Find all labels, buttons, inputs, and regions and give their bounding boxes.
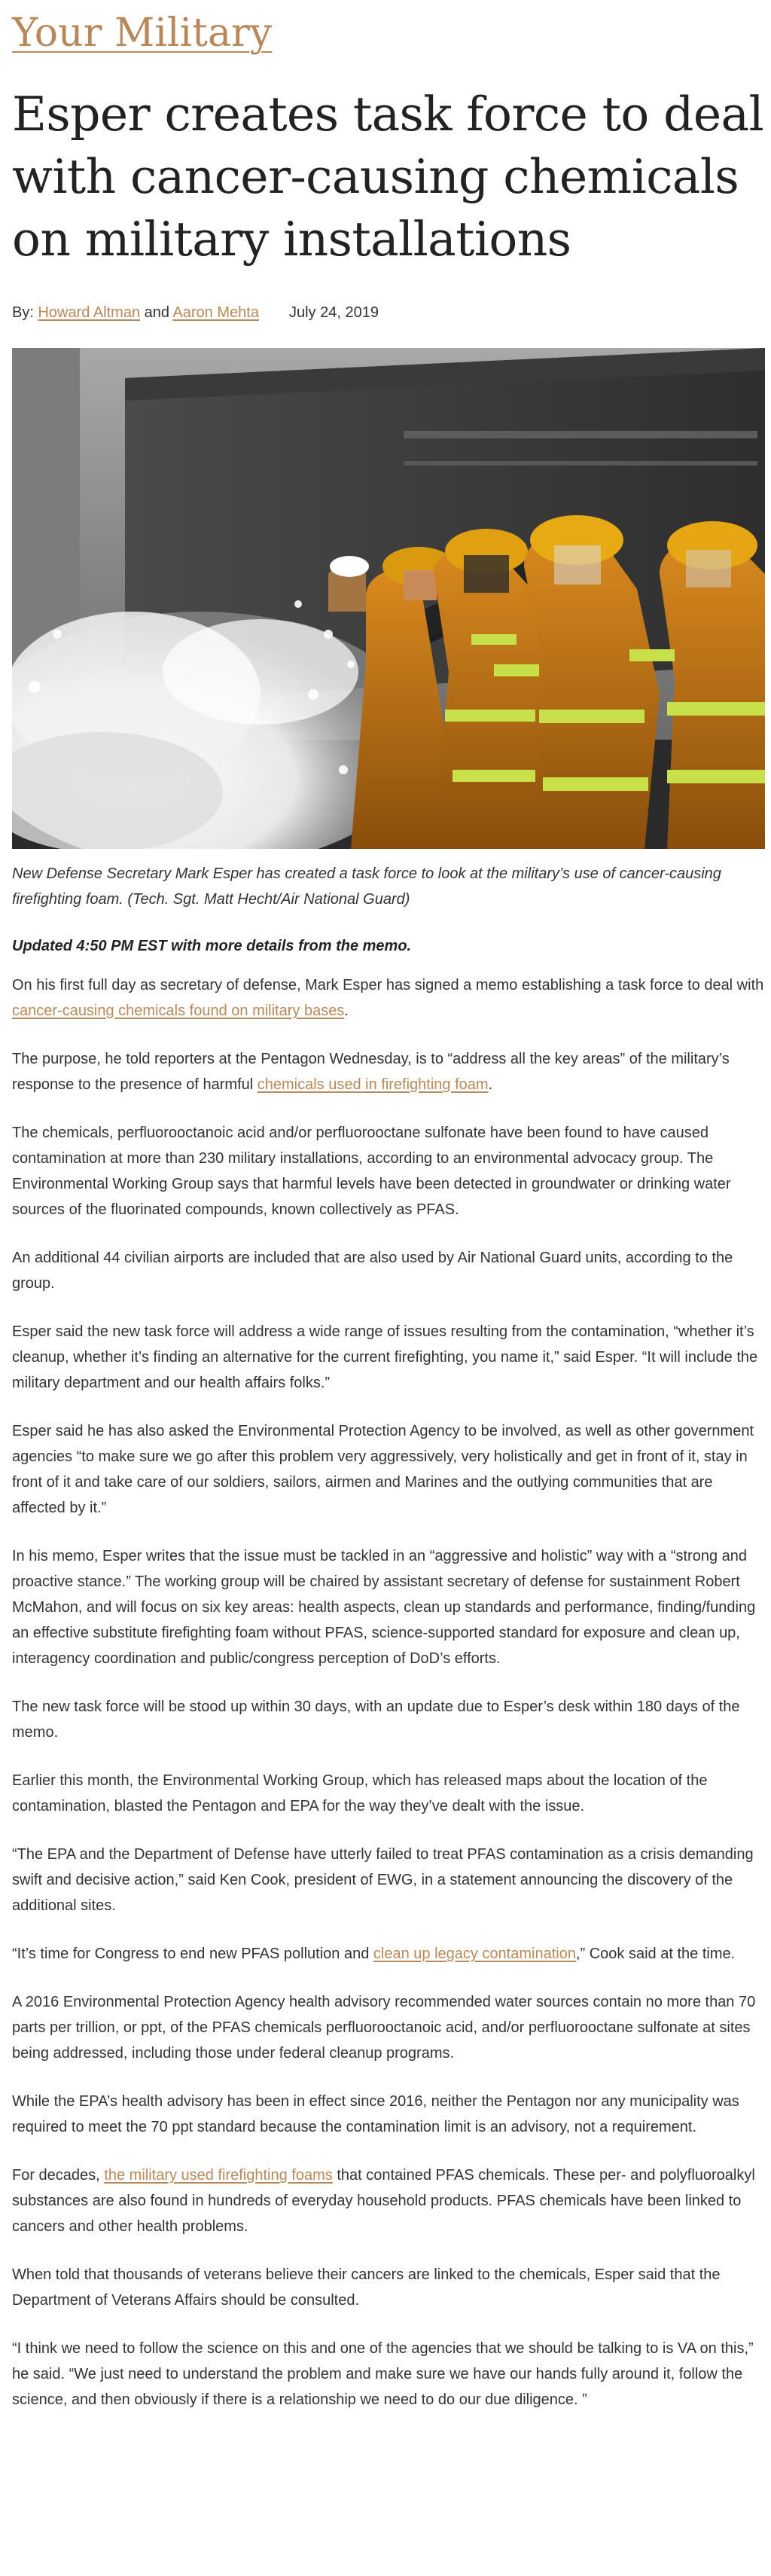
paragraph: “The EPA and the Department of Defense have utterly failed to treat PFAS contamination as a crisis demanding swift and decisive action,” said Ken Cook, president of EWG, in a statement announcing the discovery of the additional sites. (12, 1846, 754, 1914)
link-military-firefighting-foams[interactable]: the military used firefighting foams (104, 2167, 333, 2184)
author-link-howard-altman[interactable]: Howard Altman (38, 304, 141, 321)
article-body (12, 972, 765, 2413)
paragraph: Esper said he has also asked the Environmental Protection Agency to be involved, as well as other government agencies “to make sure we go after this problem very aggressively, very holistically and get in front of it, stay in front of it and take care of our soldiers, sailors, airmen and Marines and the outlying communities that are affected by it.” (12, 1423, 754, 1516)
paragraph: While the EPA’s health advisory has been in effect since 2016, neither the Pentagon nor any municipality was required to meet the 70 ppt standard because the contamination limit is an advisory, not a requirement. (12, 2093, 739, 2135)
image-caption: New Defense Secretary Mark Esper has created a task force to look at the military’s use of cancer-causing firefighting foam. (Tech. Sgt. Matt Hecht/Air National Guard) (12, 865, 721, 908)
paragraph: Esper said the new task force will address a wide range of issues resulting from the contamination, “whether it’s cleanup, whether it’s finding an alternative for the current firefighting, you name it,” said Esper. “It will include the military department and our health affairs folks.” (12, 1323, 758, 1391)
paragraph-text: . (344, 1003, 349, 1019)
paragraph (12, 972, 765, 1024)
paragraph: The new task force will be stood up within 30 days, with an update due to Esper’s desk within 180 days of the memo. (12, 1699, 740, 1741)
paragraph: When told that thousands of veterans believe their cancers are linked to the chemicals, Esper said that the Department of Veterans Affairs should be consulted. (12, 2266, 721, 2309)
paragraph-text: On his first full day as secretary of defense, Mark Esper has signed a memo establishing a task force to deal with (12, 977, 764, 993)
paragraph: “I think we need to follow the science on this and one of the agencies that we should be talking to is VA on this,” he said. “We just need to understand the problem and make sure we have our hands fully around it, follow the science, and then obviously if there is a relationship we need to do our due diligence. ” (12, 2340, 754, 2408)
hero-image (12, 348, 765, 849)
paragraph: Earlier this month, the Environmental Working Group, which has released maps about the location of the contamination, blasted the Pentagon and EPA for the way they’ve dealt with the issue. (12, 1772, 708, 1814)
paragraph-text: ,” Cook said at the time. (575, 1946, 736, 1962)
paragraph: In his memo, Esper writes that the issue must be tackled in an “aggressive and holistic” way with a “strong and proactive stance.” The working group will be chaired by assistant secretary of defense for sustainment Robert McMahon, and will focus on six key areas: health aspects, clean up standards and performance, finding/funding an effective substitute firefighting foam without PFAS, science-supported standard for exposure and clean up, interagency coordination and public/congress perception of DoD’s efforts. (12, 1548, 756, 1667)
link-clean-up-legacy-contamination[interactable]: clean up legacy contamination (373, 1946, 576, 1962)
paragraph (12, 1941, 765, 1967)
paragraph: A 2016 Environmental Protection Agency health advisory recommended water sources contain no more than 70 parts per trillion, or ppt, of the PFAS chemicals perfluorooctanoic acid, and/or perfluorooctane sulfonate at sites being addressed, including those under federal cleanup programs. (12, 1994, 756, 2062)
paragraph (12, 1046, 765, 1097)
paragraph: An additional 44 civilian airports are included that are also used by Air National Guard units, according to the group. (12, 1250, 733, 1292)
byline (12, 303, 771, 322)
section-link[interactable]: Your Military (12, 11, 273, 56)
paragraph: The chemicals, perfluorooctanoic acid and/or perfluorooctane sulfonate have been found to have caused contamination at more than 230 military installations, according to an environmental advocacy group. The Environmental Working Group says that harmful levels have been detected in groundwater or drinking water sources of the fluorinated compounds, known collectively as PFAS. (12, 1125, 731, 1218)
paragraph-text: “It’s time for Congress to end new PFAS pollution and (12, 1946, 373, 1962)
link-cancer-causing-chemicals[interactable]: cancer-causing chemicals found on military bases (12, 1003, 345, 1019)
paragraph-text: The purpose, he told reporters at the Pentagon Wednesday, is to “address all the key areas” of the military’s response to the presence of harmful (12, 1051, 730, 1093)
paragraph-text: that contained PFAS chemicals. These per- and polyfluoroalkyl substances are also found in hundreds of everyday household products. PFAS chemicals have been linked to cancers and other health problems. (12, 2167, 755, 2235)
article-headline: Esper creates task force to deal with cancer-causing chemicals on military installations (12, 87, 764, 267)
update-note: Updated 4:50 PM EST with more details from the memo. (12, 938, 412, 954)
firefighters-photo-illustration (12, 348, 765, 849)
paragraph-text: For decades, (12, 2167, 105, 2184)
publish-date: July 24, 2019 (288, 304, 379, 321)
paragraph-text: . (488, 1076, 493, 1093)
author-link-aaron-mehta[interactable]: Aaron Mehta (172, 304, 259, 321)
byline-prefix: By: (12, 304, 38, 321)
byline-conjunction: and (140, 304, 173, 321)
paragraph (12, 2162, 765, 2239)
link-firefighting-foam-chemicals[interactable]: chemicals used in firefighting foam (257, 1076, 489, 1093)
